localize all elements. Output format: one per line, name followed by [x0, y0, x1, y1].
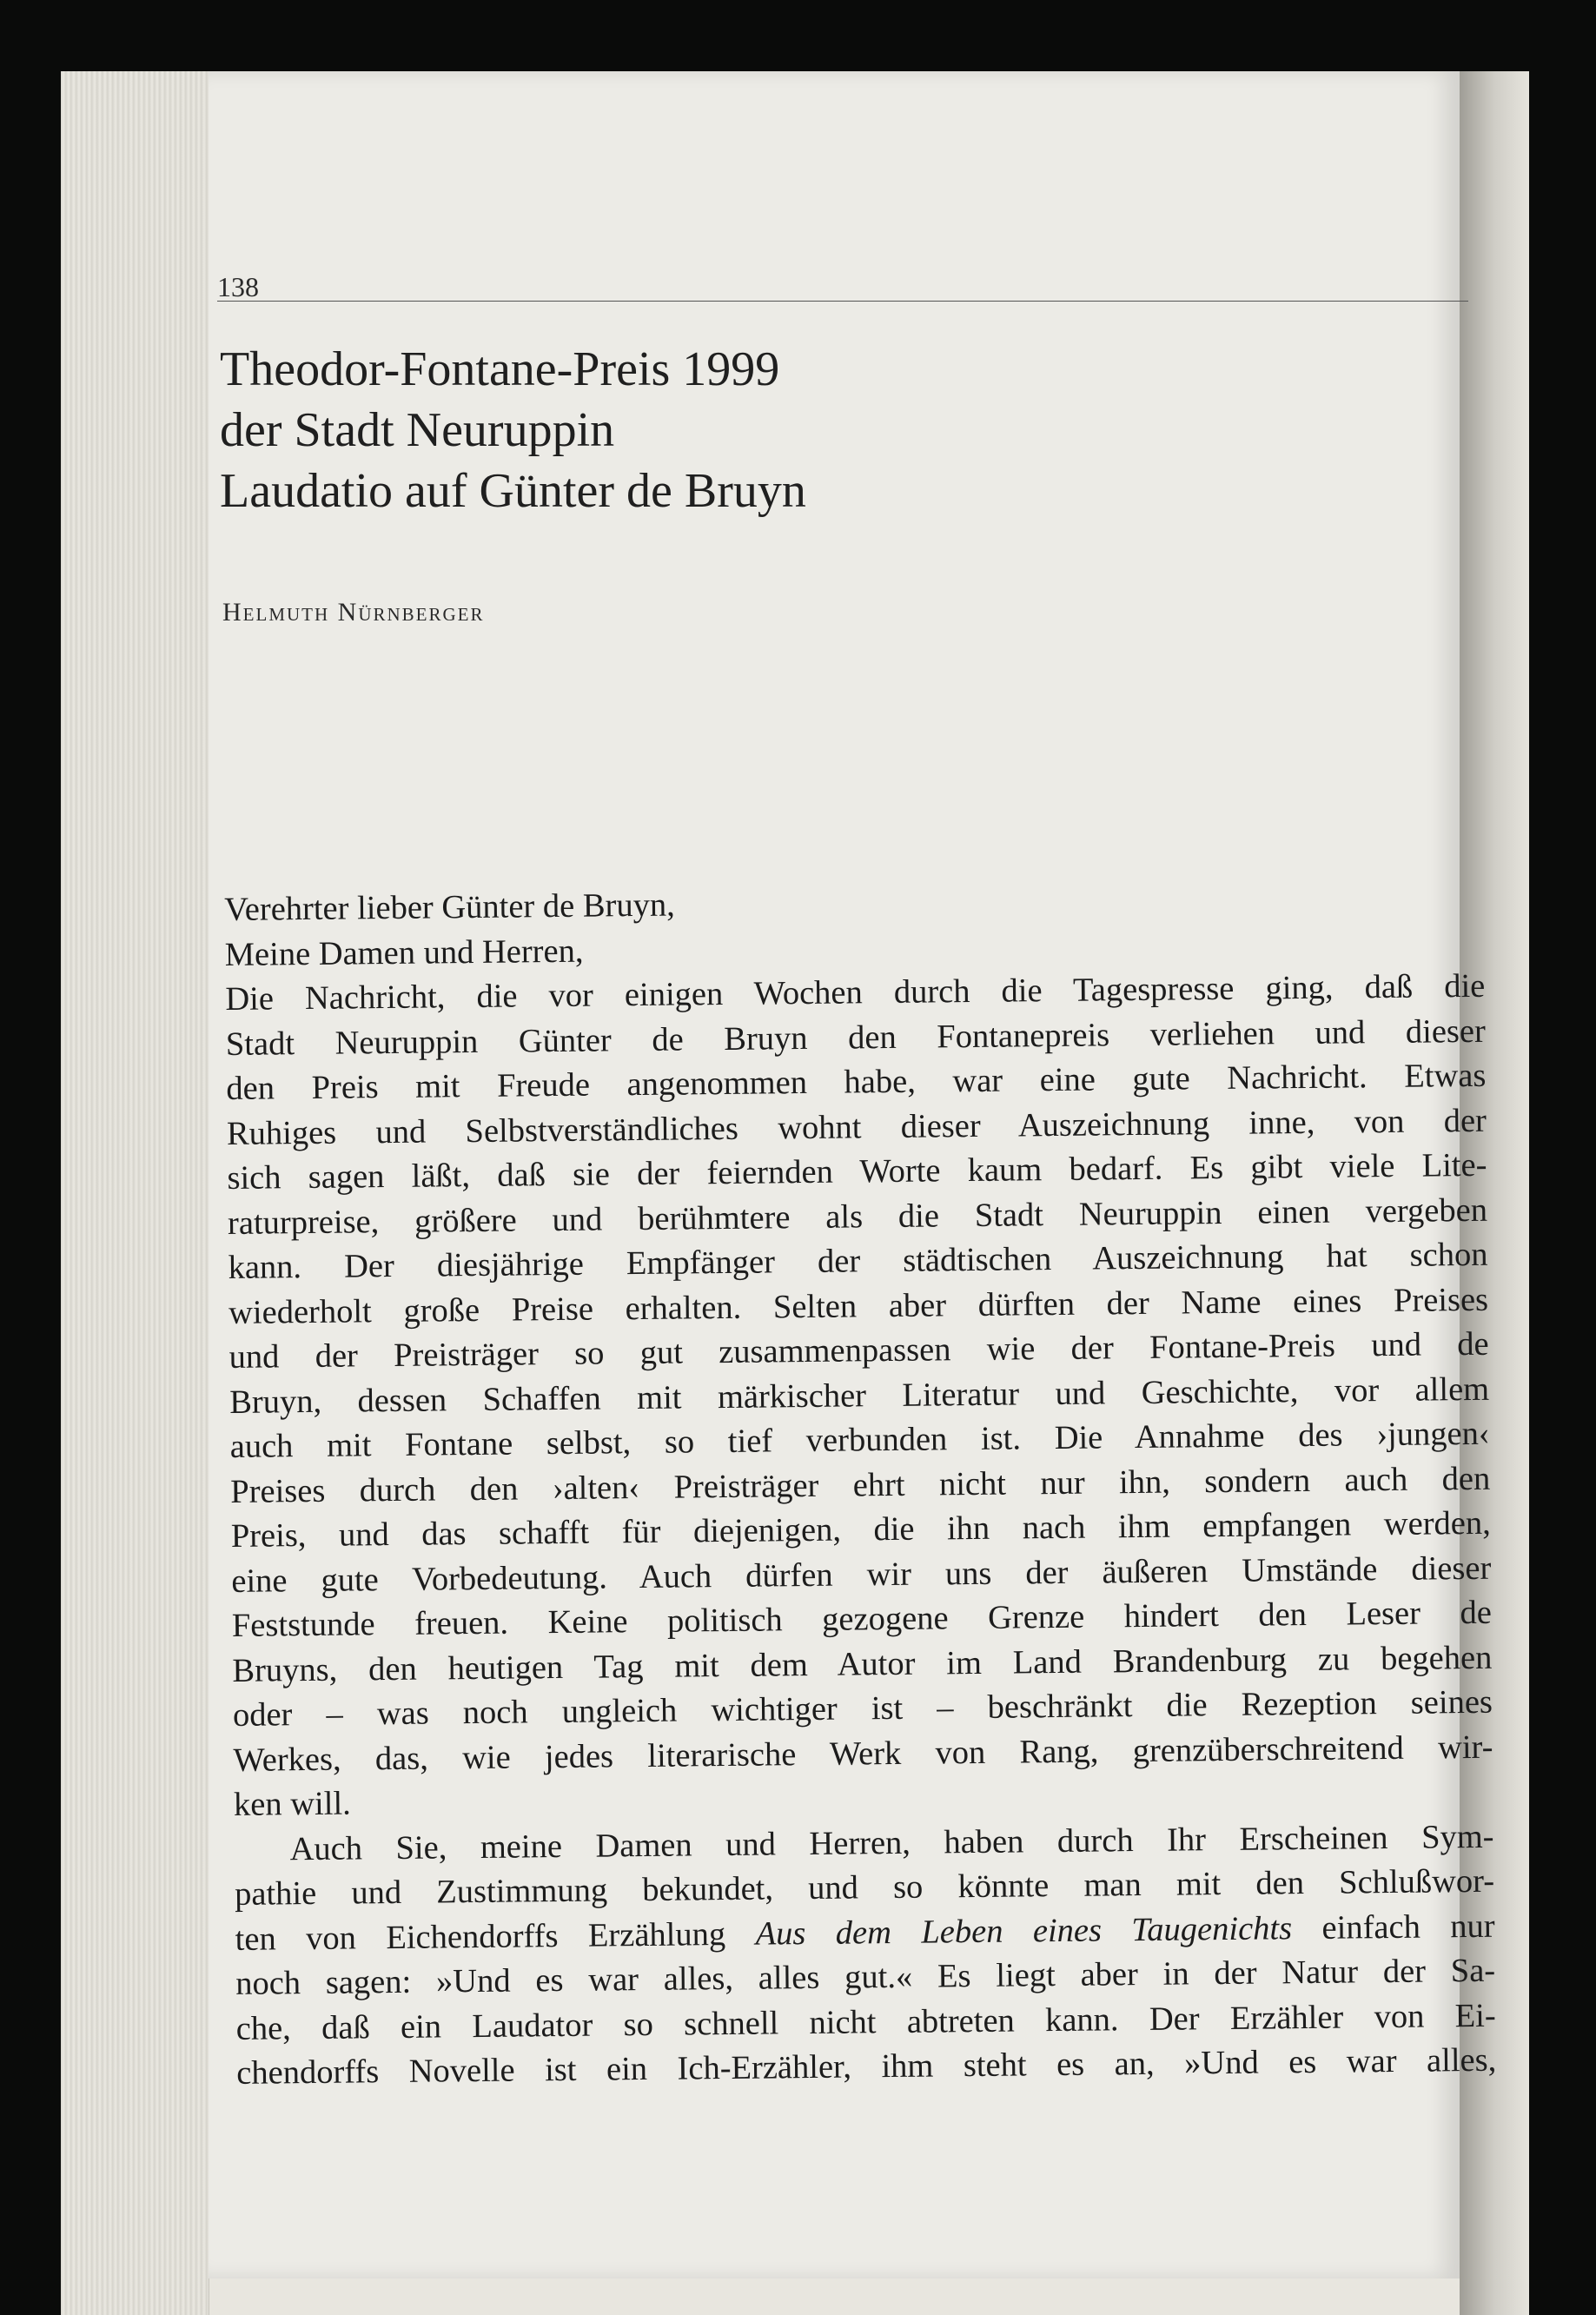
text-line: den Preis mit Freude angenommen habe, war eine gute Nachricht. Etwas	[226, 1057, 1487, 1107]
text-line: Preises durch den ›alten‹ Preisträger ehrt nicht nur ihn, sondern auch den	[230, 1460, 1491, 1510]
text-line: Stadt Neuruppin Günter de Bruyn den Fontanepreis verliehen und dieser	[225, 1012, 1487, 1063]
salutation-line: Meine Damen und Herren,	[224, 932, 584, 973]
text-line: che, daß ein Laudator so schnell nicht abtreten kann. Der Erzähler von Ei-	[235, 1997, 1496, 2047]
text-line: raturpreise, größere und berühmtere als die Stadt Neuruppin einen vergeben	[227, 1191, 1488, 1242]
text-line: noch sagen: »Und es war alles, alles gut.« Es liegt aber in der Natur der Sa-	[235, 1952, 1496, 2002]
text-line: wiederholt große Preise erhalten. Selten aber dürften der Name eines Preises	[228, 1281, 1489, 1331]
running-head	[217, 271, 1468, 302]
article-title	[220, 339, 1262, 521]
text-line: Werkes, das, wie jedes literarische Werk von Rang, grenzüberschreitend wir-	[233, 1728, 1493, 1779]
page-edges	[61, 71, 209, 2315]
text-line: Auch Sie, meine Damen und Herren, haben durch Ihr Erscheinen Sym-	[289, 1818, 1494, 1867]
body-text	[224, 875, 1496, 2097]
text-line: eine gute Vorbedeutung. Auch dürfen wir uns der äußeren Umstände dieser	[231, 1549, 1492, 1600]
text-line: Ruhiges und Selbstverständliches wohnt dieser Auszeichnung inne, von der	[226, 1102, 1487, 1152]
text-fragment: ten von Eichendorffs Erzählung	[235, 1915, 756, 1958]
text-line: und der Preisträger so gut zusammenpassen wie der Fontane-Preis und de	[228, 1325, 1489, 1376]
text-line: pathie und Zustimmung bekundet, und so könnte man mit den Schlußwor-	[234, 1862, 1495, 1913]
text-line: ken will.	[233, 1785, 351, 1823]
text-line: Die Nachricht, die vor einigen Wochen durch die Tagespresse ging, daß die	[225, 967, 1486, 1018]
text-line: kann. Der diesjährige Empfänger der städtischen Auszeichnung hat schon	[228, 1236, 1488, 1286]
title-line: der Stadt Neuruppin	[220, 403, 615, 457]
book-title: Aus dem Leben eines Taugenichts	[755, 1909, 1293, 1953]
text-line: Feststunde freuen. Keine politisch gezogene Grenze hindert den Leser de	[231, 1594, 1493, 1644]
title-line: Theodor-Fontane-Preis 1999	[220, 342, 780, 396]
text-line: Bruyn, dessen Schaffen mit märkischer Literatur und Geschichte, vor allem	[228, 1370, 1490, 1421]
text-fragment: einfach nur	[1291, 1907, 1495, 1947]
author-name: Helmuth Nürnberger	[222, 598, 485, 627]
text-line: Preis, und das schafft für diejenigen, die ihn nach ihm empfangen werden,	[230, 1504, 1491, 1555]
text-line: auch mit Fontane selbst, so tief verbunden ist. Die Annahme des ›jungen‹	[229, 1415, 1490, 1465]
text-line: chendorffs Novelle ist ein Ich-Erzähler, ihm steht es an, »Und es war alles,	[236, 2041, 1497, 2092]
text-line: oder – was noch ungleich wichtiger ist – beschränkt die Rezeption seines	[232, 1683, 1493, 1734]
page-number: 138	[217, 271, 259, 302]
text-line: Bruyns, den heutigen Tag mit dem Autor im Land Brandenburg zu begehen	[232, 1639, 1493, 1689]
text-line: sich sagen läßt, daß sie der feiernden Worte kaum bedarf. Es gibt viele Lite-	[227, 1146, 1487, 1197]
title-line: Laudatio auf Günter de Bruyn	[220, 464, 806, 518]
salutation-line: Verehrter lieber Günter de Bruyn,	[224, 886, 675, 928]
